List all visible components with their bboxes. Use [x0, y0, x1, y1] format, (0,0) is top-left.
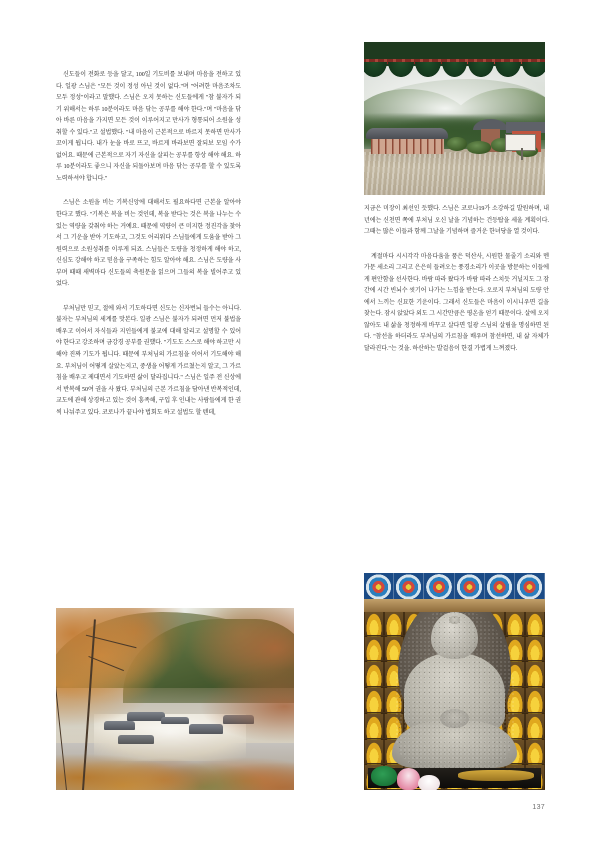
foreground-foliage: [56, 728, 294, 790]
green-lotus-offering: [371, 766, 396, 786]
offering-tray: [458, 770, 534, 781]
pink-lotus-offering: [397, 768, 421, 790]
right-text-column: [364, 204, 549, 356]
main-hall: [369, 128, 445, 154]
wooden-lintel: [364, 599, 545, 612]
body-paragraph: 신도들이 전화로 등을 달고, 100일 기도비를 보내며 마음을 전하고 있다. 일광 스님은 "모든 것이 정성 아닌 것이 없다."며 "어려한 마음조차도 모두 정성"이라고 말했다. 스님은 오지 못하는 신도들에게 "참 불자가 되기 위해서는 하루 10분이라도 마음 닦는 공부를 해야 한다."며 "마음을 닦아 바른 마음을 가지면 모든 것이 이루어지고 만사가 형통되어 소원을 성취할 수 있다."고 설법했다. "내 마음이 근본적으로 바르지 못하면 만사가 꼬이게 됩니다. 내가 눈을 바로 뜨고, 바르게 바라보면 잘되보 모임 수가 없어요. 때문에 근본적으로 자기 자신을 살피는 공부를 항상 해야 해요. 하루 10분이라도 좋으니 자신을 되돌아보며 마음 닦는 공부를 할 수 있도록 노력하셔야 합니다.": [56, 72, 241, 182]
page-number: 137: [532, 804, 545, 811]
granite-texture: [395, 612, 514, 768]
body-paragraph: 스님은 소원을 비는 기복신앙에 대해서도 필요하다면 근본을 알아야 한다고 했다. "기복은 복을 비는 것인데, 복을 받다는 것은 복을 나누는 수 있는 역량을 갖춰야 하는 거예요. 때문에 역량이 큰 미지한 정진각을 찾아서 그 기운을 받아 기도하고, 그것도 어리워다 스님들에게 도움을 받아 그 원력으로 소원성취를 이루게 되죠. 스님들은 도량을 청정하게 해야 하고, 신심도 강해야 하고 믿음을 구족하는 힘도 알아야 해요. 스님은 도량을 사부며 때때 새벽마다 신도들의 축원문을 읽으며 그들의 복을 빌어주고 있었다.: [56, 200, 241, 288]
shrub: [467, 141, 491, 153]
painted-dancheong-beam: [364, 573, 545, 601]
autumn-valley-temple-photo: [56, 608, 294, 790]
shrub: [447, 137, 467, 151]
body-paragraph: 계절마다 시시각각 마음다움을 품은 덕산사, 시원한 물줄기 소리와 멘가문 세소리 그리고 은은히 들려오는 풍경소리가 이곳을 방문하는 이들에게 편안함을 선사한다. 바람 따라 왔다가 바람 따라 스치듯 거닐지도 그 잠간에 시간 빈뇌수 씻기어 나가는 느낌을 받는다. 오로지 부처님의 도량 안에서 느끼는 신묘한 기운이다. 그래서 신도들은 마음이 이시니우면 길을 찾는다. 잠시 앉았다 외도 그 시간만큼은 평온을 얻기 때문이다. 살에 오지 않아도 내 삶을 청정하게 바꾸고 살다면 일광 스님의 살림을 명심하면 된다. "참선을 하더라도 부처님의 가르침을 배우며 참선하면, 내 삶 자체가 달라진다."는 것을. 하산하는 발걸음이 한결 가볍게 느껴졌다.: [364, 253, 549, 353]
water-sheen: [364, 152, 545, 195]
sign-post: [521, 148, 524, 160]
body-paragraph: 부처님만 믿고, 절에 와서 기도하다면 신도는 신자번뇌 들수는 아니다. 불자는 부처님의 세계를 맛본다. 일광 스님은 불자가 되려면 먼저 불법을 배우고 이어서 자식들과 지인들에게 불교에 대해 알리고 설명할 수 있어야 한다고 강조하며 금강경 공부를 권했다. "기도도 스스로 해야 하고만 시 해야 진짜 기도가 됩니다. 때문에 부처님의 가르침을 이어서 기도해야 해요. 부처님이 어떻게 살았는지고, 중생을 어떻게 가르쳤는지 알고, 그 가르침을 배우고 제대면서 기도하면 삶이 달라집니다." 스님은 일주 전 신상에서 반복해 50여 권을 사 왔다. 부처님의 근본 가르침을 담아낸 반복적인데, 교도에 관해 상경하고 있는 것이 흥족해, 구입 후 인내는 사람들에게 한 권씩 나눠주고 있다. 코로나가 끝나야 법회도 하고 설법도 할 텐데,: [56, 305, 241, 416]
left-text-column: [56, 70, 241, 419]
hall-pillars: [371, 139, 444, 154]
white-lotus-offering: [418, 775, 440, 790]
body-paragraph: 지금은 미장이 최선인 듯했다. 스님은 코로나19가 소강하길 발원하며, 내년에는 신천면 쪽에 부처님 오신 날을 기념하는 건등탑을 세울 계획이다. 그때는 많은 이들과 함께 그날을 기념하며 즐거운 한녀당을 열 것이다.: [364, 206, 549, 236]
eave-scallops: [364, 62, 545, 77]
stone-buddha-statue-photo: [364, 573, 545, 790]
temple-courtyard-rain-photo: [364, 42, 545, 195]
